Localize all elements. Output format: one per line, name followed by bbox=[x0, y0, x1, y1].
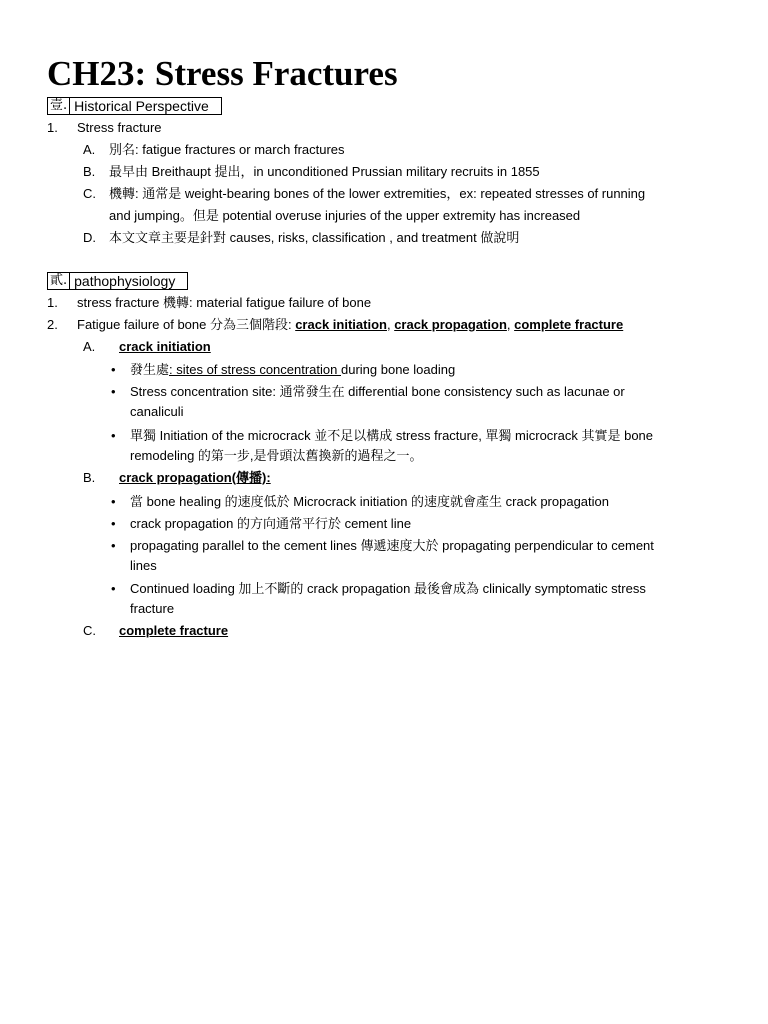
sub-letter: B. bbox=[83, 164, 96, 179]
bullet-text-pre: 發生處 bbox=[130, 362, 170, 377]
list-number: 1. bbox=[47, 120, 58, 135]
section-label: Historical Perspective bbox=[70, 97, 222, 115]
sub-item-text: 本文文章主要是針對 causes, risks, classification , and treatment 做說明 bbox=[109, 230, 520, 245]
page-title: CH23: Stress Fractures bbox=[47, 54, 398, 93]
list-number: 1. bbox=[47, 295, 58, 310]
section-number: 貳. bbox=[47, 272, 70, 290]
bullet-glyph: • bbox=[111, 362, 116, 377]
bullet-text bbox=[130, 361, 455, 379]
bullet-text-continued: canaliculi bbox=[130, 404, 184, 419]
list-item-text: stress fracture 機轉: material fatigue failure of bone bbox=[77, 295, 372, 310]
list-item-text bbox=[77, 316, 623, 334]
stage-complete-fracture: complete fracture bbox=[514, 317, 624, 332]
bullet-text: 單獨 Initiation of the microcrack 並不足以構成 stress fracture, 單獨 microcrack 其實是 bone bbox=[130, 428, 654, 443]
bullet-text: crack propagation 的方向通常平行於 cement line bbox=[130, 516, 412, 531]
bullet-glyph: • bbox=[111, 428, 116, 443]
sub-item-text: 別名: fatigue fractures or march fractures bbox=[109, 142, 345, 157]
list-item-prefix: Fatigue failure of bone 分為三個階段: bbox=[77, 317, 296, 332]
sub-item-text: 最早由 Breithaupt 提出，in unconditioned Prussian military recruits in 1855 bbox=[109, 164, 540, 179]
stage-crack-initiation: crack initiation bbox=[295, 317, 387, 332]
sub-letter: C. bbox=[83, 186, 96, 201]
sub-letter: C. bbox=[83, 623, 96, 638]
bullet-glyph: • bbox=[111, 538, 116, 553]
sub-heading-crack-initiation: crack initiation bbox=[119, 339, 211, 354]
separator: , bbox=[506, 317, 515, 332]
section-label: pathophysiology bbox=[70, 272, 188, 290]
sub-item-text: 機轉: 通常是 weight-bearing bones of the lower extremities，ex: repeated stresses of running bbox=[109, 186, 646, 201]
sub-letter: A. bbox=[83, 142, 96, 157]
bullet-text: Stress concentration site: 通常發生在 differential bone consistency such as lacunae or bbox=[130, 384, 625, 399]
bullet-text-continued: fracture bbox=[130, 601, 175, 616]
section-number: 壹. bbox=[47, 97, 70, 115]
bullet-text-underlined: : sites of stress concentration bbox=[169, 362, 341, 377]
bullet-text-continued: lines bbox=[130, 558, 157, 573]
bullet-text: 當 bone healing 的速度低於 Microcrack initiation 的速度就會產生 crack propagation bbox=[130, 494, 610, 509]
section-heading-pathophysiology bbox=[47, 272, 188, 292]
section-heading-historical-perspective bbox=[47, 97, 222, 117]
sub-item-text-continued: and jumping。但是 potential overuse injuries of the upper extremity has increased bbox=[109, 208, 581, 223]
bullet-text: propagating parallel to the cement lines 傳遞速度大於 propagating perpendicular to cement bbox=[130, 538, 654, 553]
sub-heading-crack-propagation: crack propagation(傳播): bbox=[119, 470, 271, 485]
sub-heading-complete-fracture: complete fracture bbox=[119, 623, 229, 638]
bullet-glyph: • bbox=[111, 384, 116, 399]
sub-letter: A. bbox=[83, 339, 96, 354]
bullet-text: Continued loading 加上不斷的 crack propagation 最後會成為 clinically symptomatic stress bbox=[130, 581, 646, 596]
bullet-glyph: • bbox=[111, 494, 116, 509]
separator: , bbox=[386, 317, 395, 332]
sub-letter: B. bbox=[83, 470, 96, 485]
stage-crack-propagation: crack propagation bbox=[394, 317, 507, 332]
list-number: 2. bbox=[47, 317, 58, 332]
list-item-text: Stress fracture bbox=[77, 120, 162, 135]
sub-letter: D. bbox=[83, 230, 96, 245]
bullet-glyph: • bbox=[111, 581, 116, 596]
bullet-text-post: during bone loading bbox=[340, 362, 456, 377]
bullet-text-continued: remodeling 的第一步,是骨頭汰舊換新的過程之一。 bbox=[130, 448, 423, 463]
bullet-glyph: • bbox=[111, 516, 116, 531]
